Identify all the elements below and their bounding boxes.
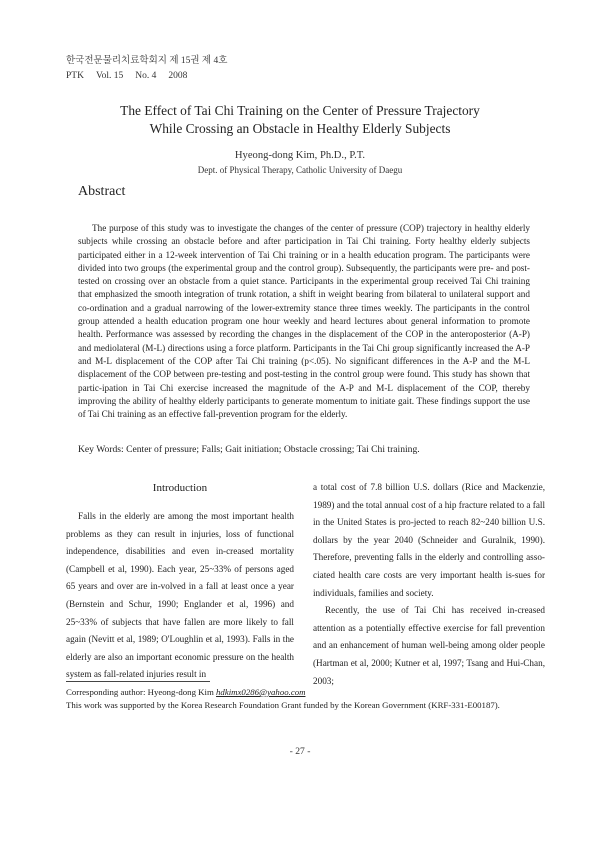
abstract-heading: Abstract bbox=[78, 184, 126, 199]
corresponding-author-label: Corresponding author: Hyeong-dong Kim bbox=[66, 687, 214, 697]
introduction-heading: Introduction bbox=[152, 482, 208, 494]
journal-number: No. 4 bbox=[135, 71, 157, 81]
keywords: Key Words: Center of pressure; Falls; Gait initiation; Obstacle crossing; Tai Chi training. bbox=[78, 444, 420, 455]
title-line-1: The Effect of Tai Chi Training on the Center of Pressure Trajectory bbox=[120, 103, 480, 118]
journal-korean-name: 한국전문물리치료학회지 제 15권 제 4호 bbox=[66, 56, 228, 66]
paper-title bbox=[60, 102, 540, 138]
page-number: - 27 - bbox=[289, 746, 311, 757]
funding-note: This work was supported by the Korea Research Foundation Grant funded by the Korean Government (KRF-331-E00187). bbox=[66, 699, 500, 710]
journal-abbr: PTK bbox=[66, 71, 84, 81]
author-affiliation: Dept. of Physical Therapy, Catholic University of Daegu bbox=[197, 165, 403, 175]
intro-paragraph-1-continued: a total cost of 7.8 billion U.S. dollars (Rice and Mackenzie, 1989) and the total annual cost of a hip fracture related to a fall in the United States is pro-jected to reach 82~240 billion U.S. dollars by the year 2040 (Schneider and Guralnik, 1990). Therefore, preventing falls in the elderly and controlling asso-ciated health care costs are very important health is-sues for individuals, families and society. bbox=[313, 482, 545, 598]
left-column bbox=[66, 482, 294, 684]
journal-year: 2008 bbox=[168, 71, 188, 81]
corresponding-author-line bbox=[66, 686, 532, 699]
intro-paragraph-1: Falls in the elderly are among the most important health problems as they can result in injuries, loss of functional independence, disabilities and even in-creased mortality (Campbell et al, 1990). Each year, 25~33% of persons aged 65 years and over are in-volved in a fall at least once a year (Bernstein and Schur, 1990; Englander et al, 1996) and 25~33% of subjects that have fallen are more likely to fall again (Nevitt et al, 1989; O'Loughlin et al, 1993). Falls in the elderly are also an important economic pressure on the health system as fall-related injuries result in bbox=[66, 511, 294, 680]
author-email-link[interactable]: hdkimx0286@yahoo.com bbox=[216, 687, 306, 697]
right-column bbox=[313, 479, 545, 690]
title-line-2: While Crossing an Obstacle in Healthy Elderly Subjects bbox=[149, 121, 451, 136]
intro-paragraph-2: Recently, the use of Tai Chi has received in-creased attention as a potentially effective exercise for fall prevention and an enhancement of human well-being among older people (Hartman et al, 2000; Kutner et al, 1997; Tsang and Hui-Chan, 2003; bbox=[313, 605, 545, 686]
journal-issue-line bbox=[66, 69, 227, 84]
journal-volume: Vol. 15 bbox=[95, 71, 124, 81]
footnote bbox=[66, 686, 532, 711]
footnote-divider bbox=[66, 681, 210, 682]
abstract-text: The purpose of this study was to investigate the changes of the center of pressure (COP) trajectory in healthy elderly subjects while crossing an obstacle before and after participation in Tai Chi training. Forty healthy elderly subjects participated either in a 12-week intervention of Tai Chi training or in a health education program. The participants were divided into two groups (the experimental group and the control group). Subsequently, the participants were pre- and post-tested on crossing over an obstacle from a quiet stance. Participants in the experimental group received Tai Chi training that emphasized the smooth integration of trunk rotation, a shift in weight bearing from bilateral to unilateral support and co-ordination and a gradual narrowing of the lower-extremity stance three times weekly. The participants in the control group attended a health education program one hour weekly and heard lectures about general information to promote health. Performance was assessed by recording the changes in the displacement of the COP in the anteroposterior (A-P) and mediolateral (M-L) directions using a force platform. Participants in the Tai Chi group significantly increased the A-P and M-L displacement of the COP after Tai Chi training (p<.05). No significant differences in the A-P and the M-L displacement of the COP between pre-testing and post-testing in the control group were found. This study has shown that partic-ipation in Tai Chi exercise increased the magnitude of the A-P and M-L displacement of the COP, thereby improving the ability of healthy elderly participants to generate momentum to initiate gait. These findings support the use of Tai Chi training as an effective fall-prevention program for the elderly. bbox=[78, 223, 530, 420]
author-name: Hyeong-dong Kim, Ph.D., P.T. bbox=[234, 150, 366, 161]
journal-header bbox=[66, 54, 227, 84]
